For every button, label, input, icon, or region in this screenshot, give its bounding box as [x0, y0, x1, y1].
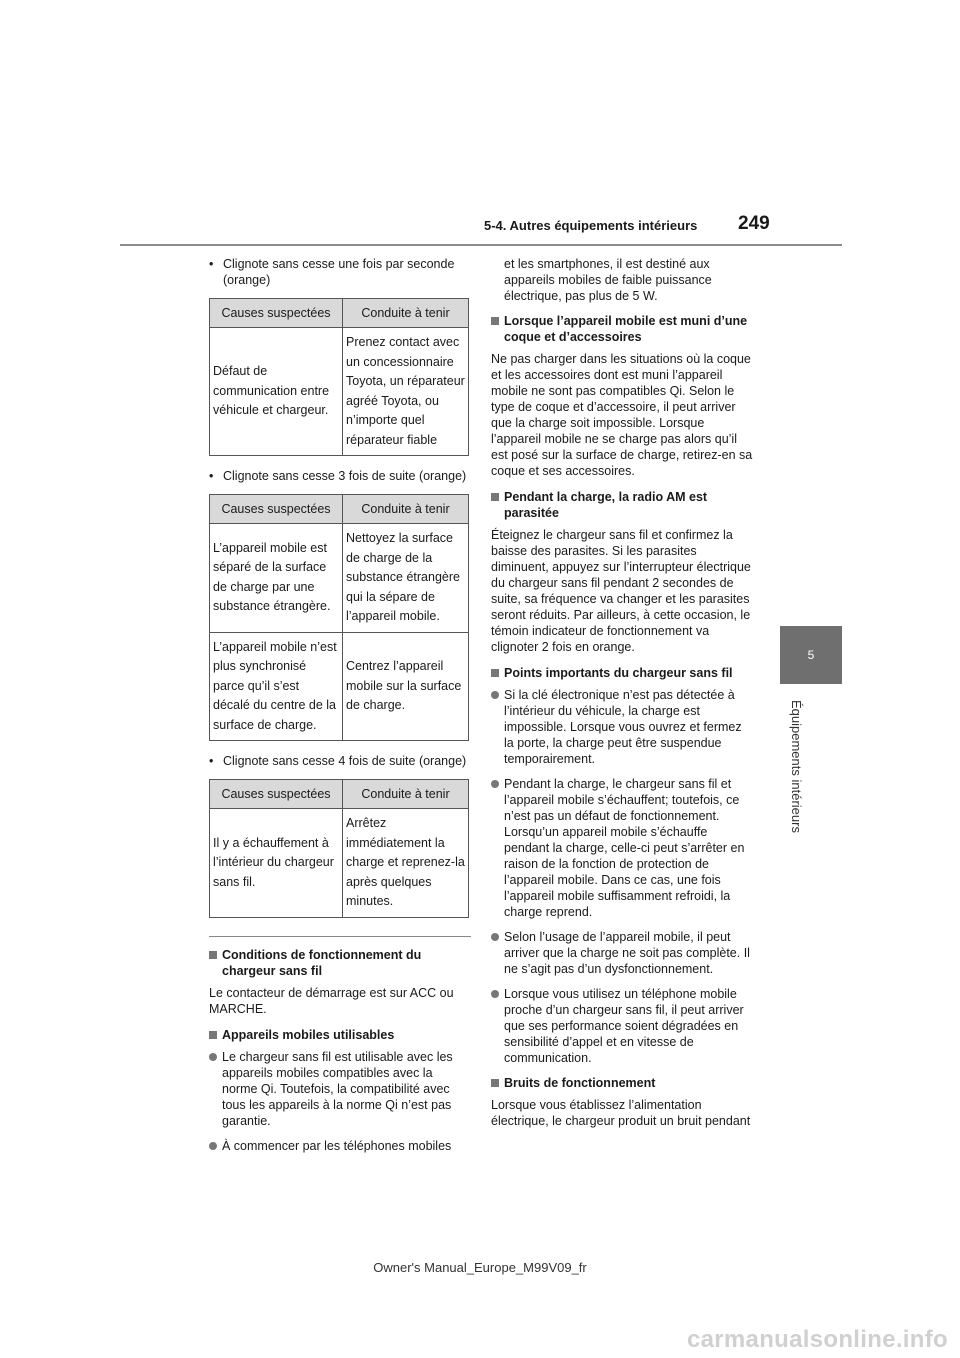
heading-conditions [209, 947, 471, 979]
action-cell: Arrêtez immédiatement la charge et reprenez-la après quelques minutes. [343, 809, 469, 918]
heading-text: Lorsque l’appareil mobile est muni d’une coque et d’accessoires [504, 314, 748, 344]
list-item [209, 1138, 471, 1154]
cause-cell: L’appareil mobile est séparé de la surface de charge par une substance étrangère. [210, 524, 343, 633]
col-header-cause: Causes suspectées [210, 780, 343, 809]
action-cell: Prenez contact avec un concessionnaire Toyota, un réparateur agréé Toyota, ou n’importe quel réparateur fiable [343, 328, 469, 456]
col-header-cause: Causes suspectées [210, 495, 343, 524]
list-item-text: Lorsque vous utilisez un téléphone mobile proche d’un chargeur sans fil, il peut arriver que ses performance soient dégradées en sensibilité d’appel et en vitesse de communication. [504, 987, 744, 1065]
square-bullet-icon [209, 1031, 217, 1039]
heading-noise [491, 1075, 753, 1091]
blink-three-text: Clignote sans cesse 3 fois de suite (orange) [223, 469, 467, 483]
section-title: 5-4. Autres équipements intérieurs [484, 218, 698, 233]
blink-once-text: Clignote sans cesse une fois par seconde (orange) [223, 257, 455, 287]
table-row [210, 809, 469, 918]
bullet-icon: • [209, 754, 214, 768]
square-bullet-icon [491, 493, 499, 501]
bullet-icon: • [209, 469, 214, 483]
left-column [209, 256, 471, 1163]
blink-four-item [209, 753, 471, 769]
circle-bullet-icon [209, 1053, 217, 1061]
bullet-icon: • [209, 257, 214, 271]
cause-cell: Défaut de communication entre véhicule et chargeur. [210, 328, 343, 456]
square-bullet-icon [491, 669, 499, 677]
list-item-text: Pendant la charge, le chargeur sans fil et l’appareil mobile s’échauffent; toutefois, ce n’est pas un défaut de fonctionnement. Lorsqu’un appareil mobile s’échauffe pendant la charge, celle-ci peut s’arrêter en raison de la fonction de protection de l’appareil mobile. Dans ce cas, une fois l’appareil mobile suffisamment refroidi, la charge reprend. [504, 777, 745, 919]
watermark: carmanualsonline.info [686, 1326, 948, 1353]
list-item [491, 986, 753, 1066]
paragraph-case: Ne pas charger dans les situations où la coque et les accessoires dont est muni l’appareil mobile ne sont pas compatibles Qi. Selon le type de coque et d’accessoire, il peut arriver que la charge soit impossible. Lorsque l’appareil mobile ne se charge pas alors qu’il est posé sur la surface de charge, retirez-en sa coque et ses accessoires. [491, 352, 753, 478]
action-cell: Nettoyez la surface de charge de la substance étrangère qui la sépare de l’appareil mobile. [343, 524, 469, 633]
page-number: 249 [738, 213, 770, 234]
square-bullet-icon [209, 951, 217, 959]
cause-cell: Il y a échauffement à l’intérieur du chargeur sans fil. [210, 809, 343, 918]
col-header-action: Conduite à tenir [343, 780, 469, 809]
table-row [210, 328, 469, 456]
list-item-text: À commencer par les téléphones mobiles [222, 1138, 452, 1153]
table-blink-four [209, 779, 469, 918]
list-item [491, 687, 753, 767]
heading-text: Bruits de fonctionnement [504, 1076, 656, 1090]
col-header-action: Conduite à tenir [343, 495, 469, 524]
header-divider [120, 244, 842, 246]
table-row [210, 632, 469, 741]
blink-once-item [209, 256, 471, 288]
table-blink-once [209, 298, 469, 456]
list-item [209, 1049, 471, 1129]
paragraph-am: Éteignez le chargeur sans fil et confirmez la baisse des parasites. Si les parasites diminuent, appuyez sur l’interrupteur électrique du chargeur sans fil pendant 2 secondes de suite, sa fréquence va changer et les parasites seront réduits. Par ailleurs, à cette occasion, le témoin indicateur de fonctionnement va clignoter 2 fois en orange. [491, 528, 751, 654]
heading-text: Pendant la charge, la radio AM est parasitée [504, 490, 708, 520]
paragraph-conditions: Le contacteur de démarrage est sur ACC ou MARCHE. [209, 985, 454, 1016]
chapter-tab [780, 626, 842, 684]
circle-bullet-icon [491, 990, 499, 998]
square-bullet-icon [491, 317, 499, 325]
list-item [491, 776, 753, 920]
blink-four-text: Clignote sans cesse 4 fois de suite (orange) [223, 754, 467, 768]
section-divider [209, 936, 471, 937]
heading-points [491, 665, 753, 681]
chapter-number: 5 [807, 648, 815, 662]
table-blink-three [209, 494, 469, 741]
cause-cell: L’appareil mobile n’est plus synchronisé parce qu’il s’est décalé du centre de la surface de charge. [210, 632, 343, 741]
square-bullet-icon [491, 1079, 499, 1087]
heading-text: Appareils mobiles utilisables [222, 1027, 395, 1042]
right-column [491, 256, 753, 1139]
action-cell: Centrez l’appareil mobile sur la surface de charge. [343, 632, 469, 741]
col-header-cause: Causes suspectées [210, 299, 343, 328]
blink-three-item [209, 468, 471, 484]
heading-am [491, 489, 753, 521]
list-item-text: Le chargeur sans fil est utilisable avec les appareils mobiles compatibles avec la norme Qi. Toutefois, la compatibilité avec tous les appareils à la norme Qi n’est pas garantie. [222, 1049, 453, 1128]
circle-bullet-icon [491, 780, 499, 788]
circle-bullet-icon [491, 691, 499, 699]
circle-bullet-icon [491, 933, 499, 941]
circle-bullet-icon [209, 1142, 217, 1150]
heading-text: Conditions de fonctionnement du chargeur sans fil [222, 947, 422, 978]
heading-devices [209, 1027, 471, 1043]
list-item-text: Selon l’usage de l’appareil mobile, il peut arriver que la charge ne soit pas complète. Il ne s’agit pas d’un dysfonctionnement. [504, 930, 750, 976]
heading-text: Points importants du chargeur sans fil [504, 666, 733, 680]
list-item-text: Si la clé électronique n’est pas détectée à l’intérieur du véhicule, la charge est impossible. Lorsque vous ouvrez et fermez la porte, la charge peut être suspendue temporairement. [504, 688, 742, 766]
continued-text: et les smartphones, il est destiné aux appareils mobiles de faible puissance électrique, pas plus de 5 W. [504, 257, 712, 303]
list-item [491, 929, 753, 977]
footer-manual-id: Owner's Manual_Europe_M99V09_fr [373, 1260, 587, 1275]
chapter-title: Équipements intérieurs [789, 700, 804, 833]
table-row [210, 524, 469, 633]
heading-case [491, 313, 753, 345]
continued-text-block [491, 256, 753, 304]
paragraph-noise: Lorsque vous établissez l’alimentation électrique, le chargeur produit un bruit pendant [491, 1098, 751, 1128]
col-header-action: Conduite à tenir [343, 299, 469, 328]
